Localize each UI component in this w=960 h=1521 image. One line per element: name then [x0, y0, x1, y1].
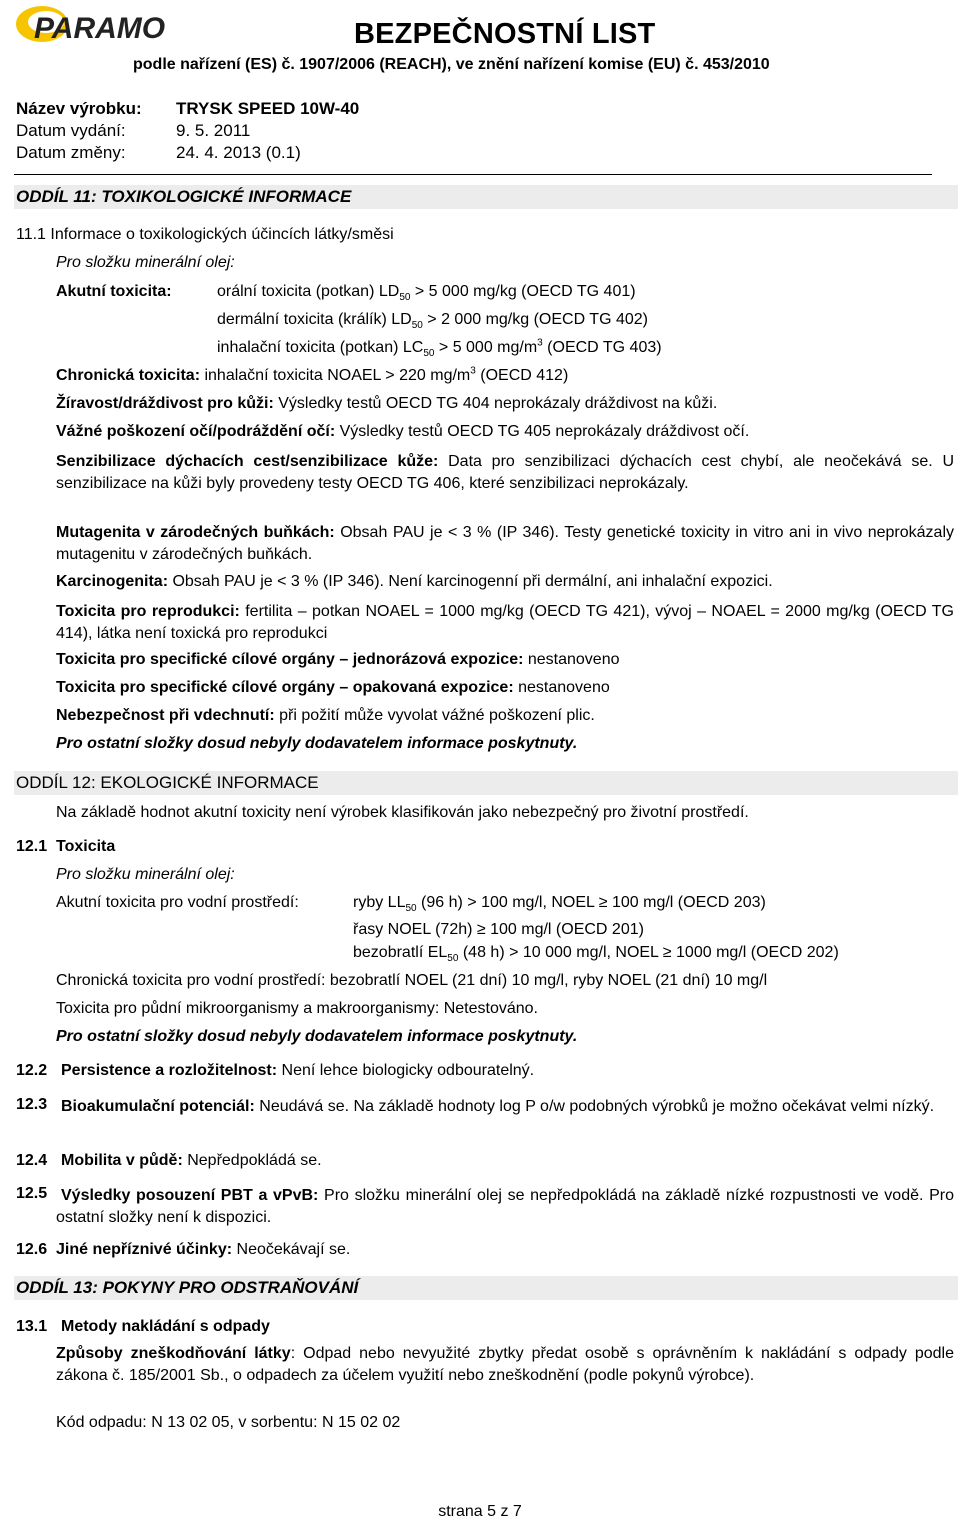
chronic-toxicity: Chronická toxicita: inhalační toxicita NOAEL > 220 $mg/m^3$ (OECD 412): [56, 365, 569, 384]
dermal-toxicity: dermální toxicita (králík) $LD_{50} > 2$ 000 mg/kg (OECD TG 402): [217, 311, 648, 332]
section-12-6-number: 12.6: [16, 1241, 48, 1258]
stot-single-exposure: Toxicita pro specifické cílové orgány – jednorázová expozice: nestanoveno: [56, 651, 620, 668]
section-13-1-number: 13.1: [16, 1318, 48, 1335]
section-12-5-number: 12.5: [16, 1185, 48, 1202]
other-components-note: Pro ostatní složky dosud nebyly dodavatelem informace poskytnuty.: [56, 735, 578, 752]
logo-text: PARAMO: [34, 12, 166, 45]
aspiration-hazard: Nebezpečnost při vdechnutí: při požití může vyvolat vážné poškození plic.: [56, 707, 595, 724]
issue-date-label: Datum vydání:: [16, 121, 126, 140]
issue-date-row: [16, 121, 250, 141]
inhalation-toxicity: inhalační toxicita (potkan) $LC_{50} > 5$ 000 $mg/m^3$ (OECD TG 403): [217, 337, 662, 360]
section-12-1-number: 12.1: [16, 838, 48, 855]
carcinogenicity: Karcinogenita: Obsah PAU je < 3 % (IP 346). Není karcinogenní při dermální, ani inhalační expozici.: [56, 573, 773, 590]
oral-toxicity: orální toxicita (potkan) $LD_{50} > 5$ 000 mg/kg (OECD TG 401): [217, 283, 636, 304]
change-date-row: [16, 143, 301, 163]
soil-toxicity: Toxicita pro půdní mikroorganismy a makroorganismy: Netestováno.: [56, 1000, 538, 1017]
other-effects: Jiné nepříznivé účinky: Neočekávají se.: [56, 1241, 351, 1258]
mutagenicity-paragraph: Mutagenita v zárodečných buňkách: Obsah PAU je < 3 % (IP 346). Testy genetické toxicity in vitro ani in vivo neprokázaly mutagenitu v zárodečných buňkách.: [56, 524, 955, 563]
section-12-4-number: 12.4: [16, 1152, 48, 1169]
sensitisation-paragraph: Senzibilizace dýchacích cest/senzibilizace kůže: Data pro senzibilizaci dýchacích cest chybí, ale neočekává se. U senzibilizace na kůži byly provedeny testy OECD TG 406, které senzibilizaci neprokázaly.: [56, 453, 955, 492]
eco-mineral-oil-heading: Pro složku minerální olej:: [56, 866, 235, 883]
change-date-value: 24. 4. 2013 (0.1): [176, 143, 301, 162]
section-12-2-number: 12.2: [16, 1062, 48, 1079]
skin-irritation: Žíravost/dráždivost pro kůži: Výsledky testů OECD TG 404 neprokázaly dráždivost na kůži.: [56, 395, 718, 412]
bioaccumulation-paragraph: Bioakumulační potenciál: Neudává se. Na základě hodnoty log P o/w podobných výrobků je možno očekávat velmi nízký.: [61, 1098, 935, 1115]
section-11-1-title: 11.1 Informace o toxikologických účincích látky/směsi: [16, 226, 394, 243]
waste-methods-paragraph: Způsoby zneškodňování látky: Odpad nebo nevyužité zbytky předat osobě s oprávněním k nakládání s odpady podle zákona č. 185/2001 Sb., o odpadech za účelem využití nebo zneškodnění (podle pokynů výrobce).: [56, 1345, 954, 1384]
product-row: [16, 99, 359, 119]
paramo-logo: [12, 2, 212, 50]
section-12-heading: ODDÍL 12: EKOLOGICKÉ INFORMACE: [14, 771, 958, 795]
section-12-1-title: Toxicita: [56, 838, 116, 855]
reproductive-toxicity-paragraph: Toxicita pro reprodukci: fertilita – potkan NOAEL = 1000 mg/kg (OECD TG 421), vývoj – NOAEL = 2000 mg/kg (OECD TG 414), látka není toxická pro reprodukci: [56, 603, 954, 642]
persistence: Persistence a rozložitelnost: Není lehce biologicky odbouratelný.: [61, 1062, 535, 1079]
aquatic-acute-label: Akutní toxicita pro vodní prostředí:: [56, 894, 299, 911]
issue-date-value: 9. 5. 2011: [176, 121, 251, 140]
change-date-label: Datum změny:: [16, 143, 126, 162]
section-13-1-title: Metody nakládání s odpady: [61, 1318, 270, 1335]
eye-damage: Vážné poškození očí/podráždění očí: Výsledky testů OECD TG 405 neprokázaly dráždivost očí.: [56, 423, 750, 440]
aquatic-fish: ryby $LL_{50}$ (96 h) > 100 mg/l, NOEL ≥ 100 mg/l (OECD 203): [353, 894, 766, 915]
section-12-3-number: 12.3: [16, 1096, 48, 1113]
header-divider: [14, 174, 932, 175]
acute-toxicity-label: Akutní toxicita:: [56, 283, 172, 300]
pbt-vpvb-paragraph: Výsledky posouzení PBT a vPvB: Pro složku minerální olej se nepředpokládá na základě nízké rozpustnosti ve vodě. Pro ostatní složky není k dispozici.: [56, 1187, 955, 1226]
mineral-oil-heading: Pro složku minerální olej:: [56, 254, 235, 271]
document-subtitle: podle nařízení (ES) č. 1907/2006 (REACH), ve znění nařízení komise (EU) č. 453/2010: [133, 56, 770, 73]
aquatic-chronic: Chronická toxicita pro vodní prostředí: bezobratlí NOEL (21 dní) 10 mg/l, ryby NOEL (21 dní) 10 mg/l: [56, 972, 768, 989]
waste-code: Kód odpadu: N 13 02 05, v sorbentu: N 15 02 02: [56, 1414, 401, 1431]
eco-other-components-note: Pro ostatní složky dosud nebyly dodavatelem informace poskytnuty.: [56, 1028, 578, 1045]
eco-intro: Na základě hodnot akutní toxicity není výrobek klasifikován jako nebezpečný pro životní prostředí.: [56, 804, 749, 821]
page-number: strana 5 z 7: [438, 1503, 522, 1520]
section-11-heading: ODDÍL 11: TOXIKOLOGICKÉ INFORMACE: [14, 185, 958, 209]
product-value: TRYSK SPEED 10W-40: [176, 99, 360, 118]
mobility: Mobilita v půdě: Nepředpokládá se.: [61, 1152, 322, 1169]
aquatic-invertebrates: bezobratlí $EL_{50}$ (48 h) > 10 000 mg/l, NOEL ≥ 1000 mg/l (OECD 202): [353, 944, 839, 965]
product-label: Název výrobku:: [16, 99, 142, 118]
section-13-heading: ODDÍL 13: POKYNY PRO ODSTRAŇOVÁNÍ: [14, 1276, 958, 1300]
aquatic-algae: řasy NOEL (72h) ≥ 100 mg/l (OECD 201): [353, 921, 644, 938]
stot-repeated-exposure: Toxicita pro specifické cílové orgány – opakovaná expozice: nestanoveno: [56, 679, 610, 696]
document-title: BEZPEČNOSTNÍ LIST: [354, 18, 656, 50]
